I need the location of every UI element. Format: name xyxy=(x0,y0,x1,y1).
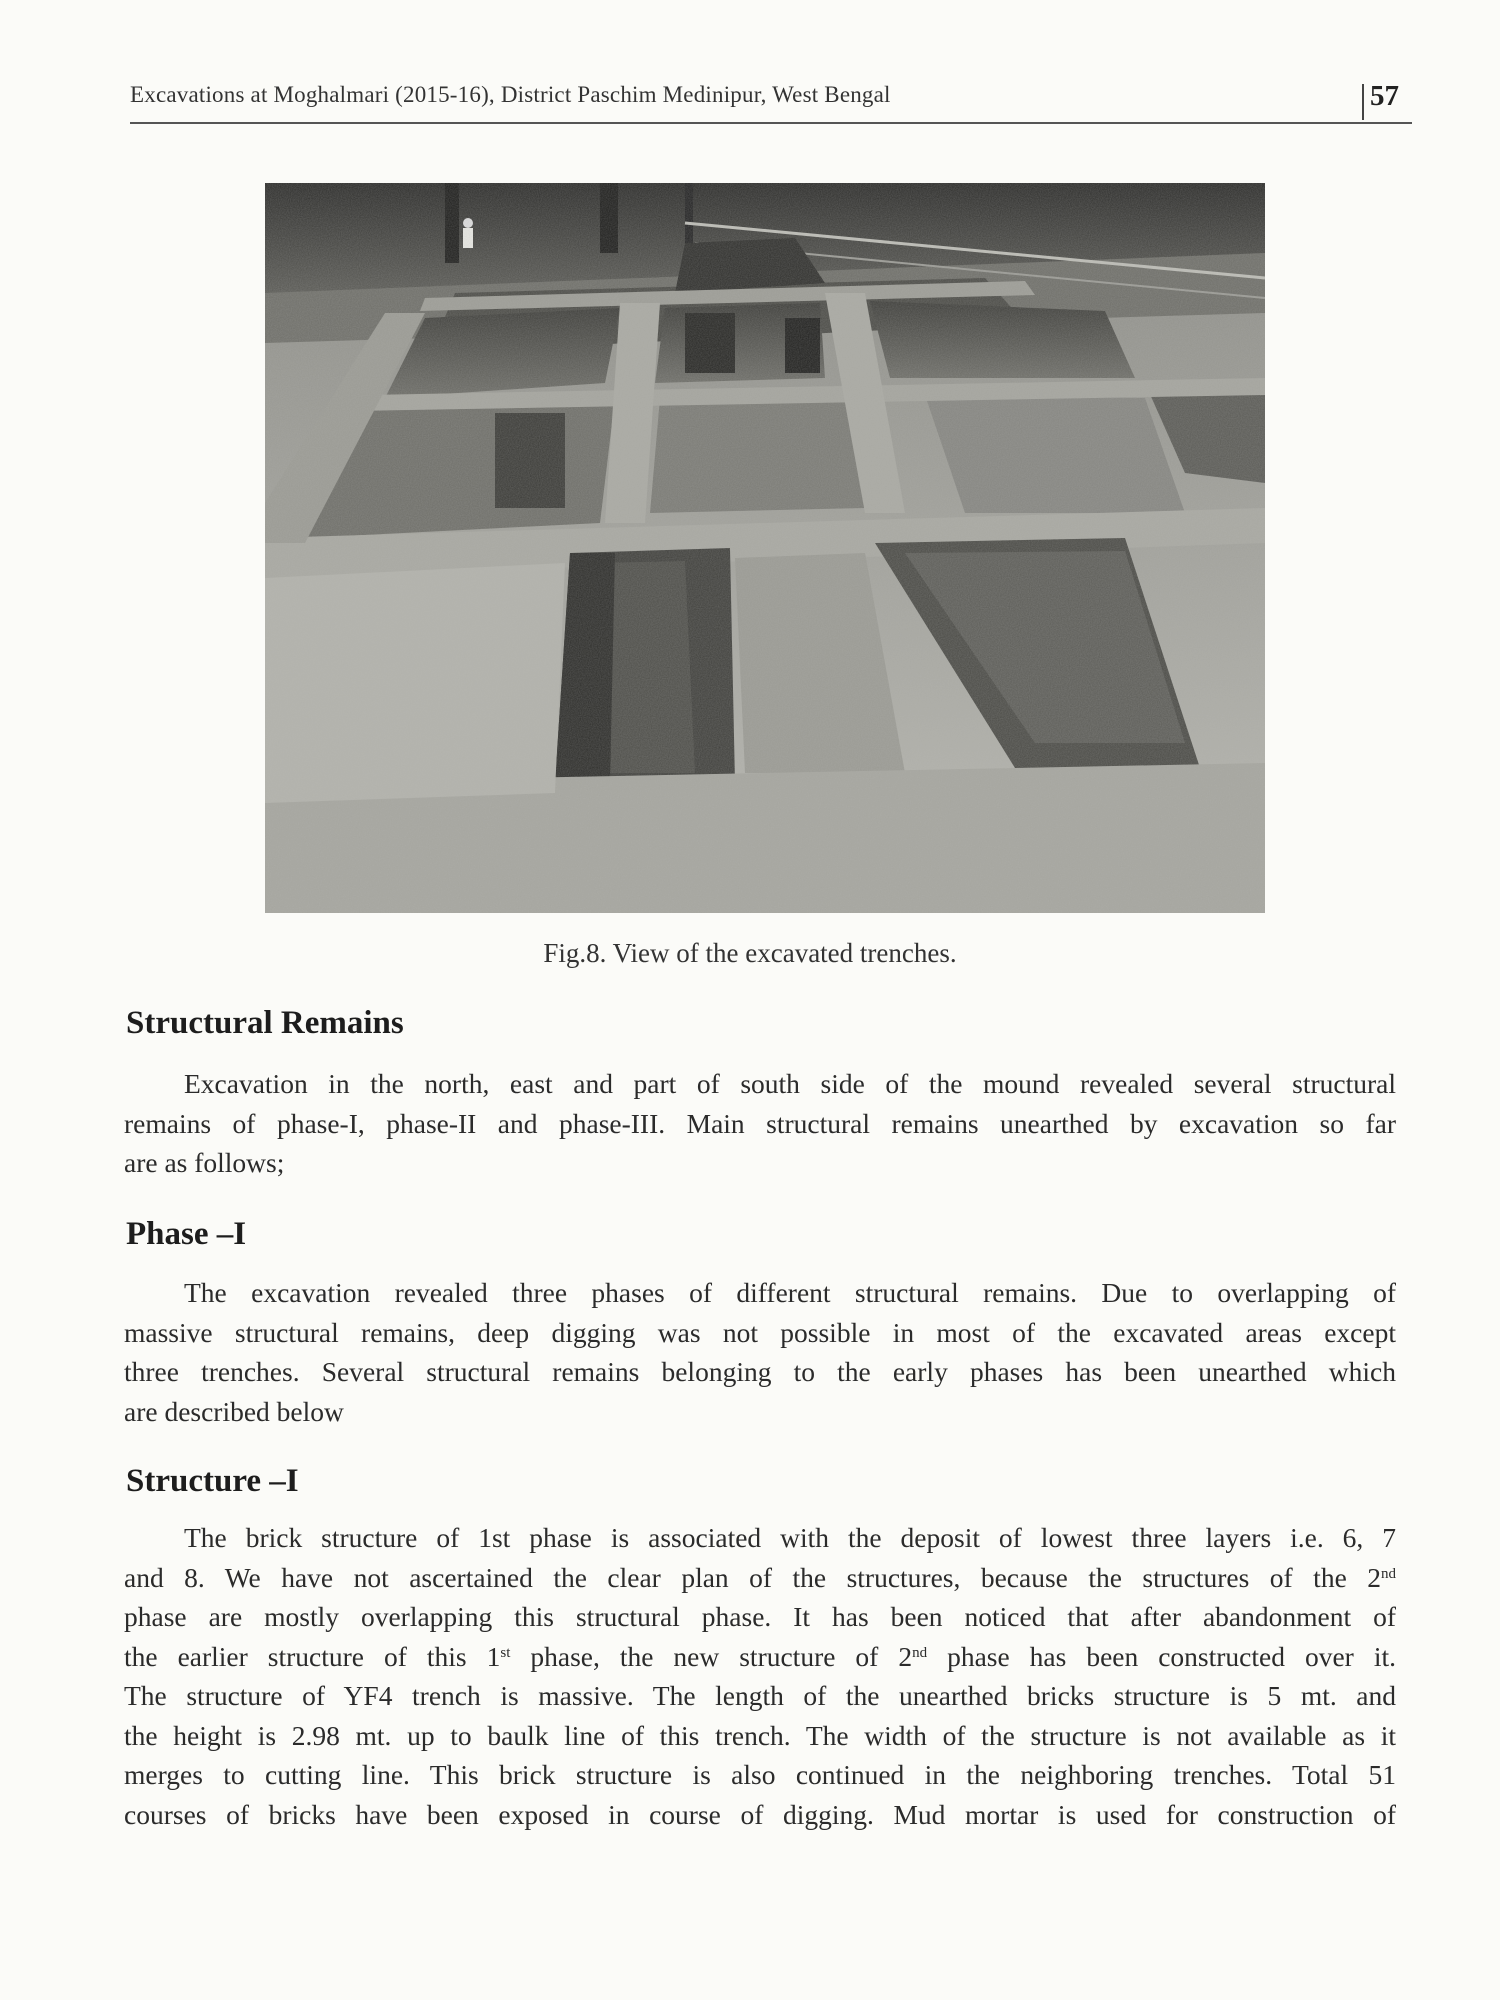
page-number: 57 xyxy=(1370,80,1399,112)
paragraph-structural-remains xyxy=(124,1064,1396,1183)
ordinal-superscript: nd xyxy=(912,1644,928,1661)
paragraph-line: The structure of YF4 trench is massive. The length of the unearthed bricks structure is 5 mt. and xyxy=(124,1680,1396,1711)
paragraph-line: courses of bricks have been exposed in course of digging. Mud mortar is used for construction of xyxy=(124,1798,1396,1830)
paragraph-line: The brick structure of 1st phase is associated with the deposit of lowest three layers i.e. 6, 7 xyxy=(184,1522,1396,1553)
paragraph-line xyxy=(124,1637,1396,1677)
paragraph-line: phase are mostly overlapping this structural phase. It has been noticed that after abandonment of xyxy=(124,1601,1396,1632)
paragraph-structure-1 xyxy=(124,1518,1396,1834)
header-title: Excavations at Moghalmari (2015-16), District Paschim Medinipur, West Bengal xyxy=(130,82,891,107)
heading-phase-1: Phase –I xyxy=(126,1216,247,1252)
header-separator xyxy=(1362,84,1364,120)
paragraph-line: are described below xyxy=(124,1395,344,1427)
paragraph-phase-1 xyxy=(124,1273,1396,1431)
paragraph-line: massive structural remains, deep digging was not possible in most of the excavated areas except xyxy=(124,1316,1396,1348)
text-run: phase has been constructed over it. xyxy=(927,1640,1396,1672)
paragraph-line: Excavation in the north, east and part of south side of the mound revealed several structural xyxy=(184,1068,1396,1099)
paragraph-line: three trenches. Several structural remains belonging to the early phases has been unearthed which xyxy=(124,1356,1396,1387)
ordinal-superscript: nd xyxy=(1381,1565,1396,1582)
running-header xyxy=(130,78,1412,124)
heading-structural-remains: Structural Remains xyxy=(126,1005,404,1041)
paragraph-line: merges to cutting line. This brick structure is also continued in the neighboring trenches. Total 51 xyxy=(124,1759,1396,1790)
paragraph-line xyxy=(124,1558,1396,1598)
text-run: and 8. We have not ascertained the clear plan of the structures, because the structures of the 2 xyxy=(124,1561,1381,1593)
paragraph-line: remains of phase-I, phase-II and phase-III. Main structural remains unearthed by excavation so far xyxy=(124,1107,1396,1139)
paragraph-line: the height is 2.98 mt. up to baulk line of this trench. The width of the structure is not available as it xyxy=(124,1719,1396,1751)
figure-caption: Fig.8. View of the excavated trenches. xyxy=(543,938,957,968)
excavation-photo xyxy=(265,183,1265,913)
text-run: phase, the new structure of 2 xyxy=(510,1640,913,1672)
paragraph-line: The excavation revealed three phases of different structural remains. Due to overlapping of xyxy=(184,1277,1396,1308)
heading-structure-1: Structure –I xyxy=(126,1463,299,1499)
text-run: the earlier structure of this 1 xyxy=(124,1640,501,1672)
ordinal-superscript: st xyxy=(500,1644,511,1661)
paragraph-line: are as follows; xyxy=(124,1147,285,1178)
